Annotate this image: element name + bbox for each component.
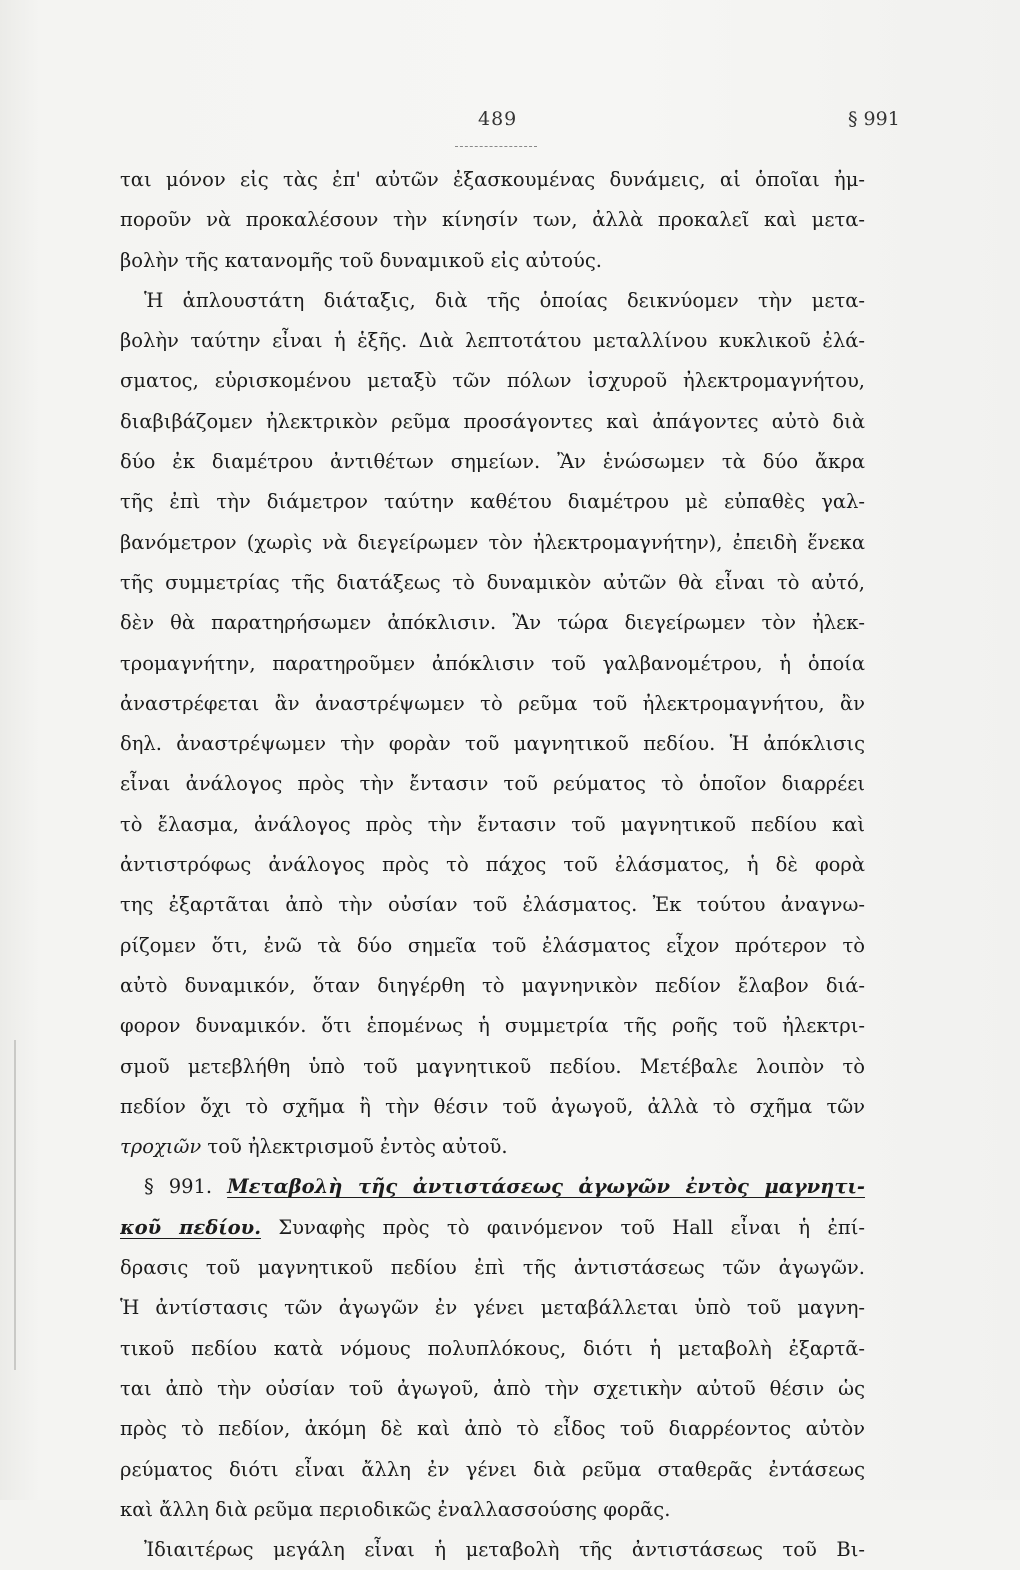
text-line: Ἰδιαιτέρως μεγάλη εἶναι ἡ μεταβολὴ τῆς ἀντιστάσεως τοῦ Βι- <box>144 1538 865 1562</box>
text-line: ρίζομεν ὅτι, ἐνῶ τὰ δύο σημεῖα τοῦ ἐλάσματος εἶχον πρότερον τὸ <box>120 933 865 957</box>
text-line: σμοῦ μετεβλήθη ὑπὸ τοῦ μαγνητικοῦ πεδίου. Μετέβαλε λοιπὸν τὸ <box>120 1054 865 1078</box>
text-line: πεδίον ὄχι τὸ σχῆμα ἢ τὴν θέσιν τοῦ ἀγωγοῦ, ἀλλὰ τὸ σχῆμα τῶν <box>120 1094 865 1118</box>
text-line: τὸ ἔλασμα, ἀνάλογος πρὸς τὴν ἔντασιν τοῦ μαγνητικοῦ πεδίου καὶ <box>120 812 865 836</box>
text-line: βολὴν τῆς κατανομῆς τοῦ δυναμικοῦ εἰς αὐτούς. <box>120 248 602 272</box>
text-line: τροχιῶν τοῦ ἠλεκτρισμοῦ ἐντὸς αὐτοῦ. <box>120 1135 508 1159</box>
text-line: δηλ. ἀναστρέψωμεν τὴν φορὰν τοῦ μαγνητικοῦ πεδίου. Ἡ ἀπόκλισις <box>120 732 865 756</box>
running-section-mark: § 991 <box>848 108 900 130</box>
text-line: ται ἀπὸ τὴν οὐσίαν τοῦ ἀγωγοῦ, ἀπὸ τὴν σχετικὴν αὐτοῦ θέσιν ὡς <box>120 1376 865 1400</box>
text-line: ἀντιστρόφως ἀνάλογος πρὸς τὸ πάχος τοῦ ἐλάσματος, ἡ δὲ φορὰ <box>120 853 865 877</box>
page-number: 489 <box>478 108 518 130</box>
text-line: αὐτὸ δυναμικόν, ὅταν διηγέρθη τὸ μαγνηνικὸν πεδίον ἔλαβον διά- <box>120 973 865 997</box>
text-line: δύο ἐκ διαμέτρου ἀντιθέτων σημείων. Ἂν ἑνώσωμεν τὰ δύο ἄκρα <box>120 450 865 474</box>
text-line: διαβιβάζομεν ἠλεκτρικὸν ρεῦμα προσάγοντες καὶ ἀπάγοντες αὐτὸ διὰ <box>120 409 865 433</box>
text-line: Ἡ ἀντίστασις τῶν ἀγωγῶν ἐν γένει μεταβάλλεται ὑπὸ τοῦ μαγνη- <box>120 1296 865 1320</box>
text-line: δὲν θὰ παρατηρήσωμεν ἀπόκλισιν. Ἂν τώρα διεγείρωμεν τὸν ἠλεκ- <box>120 611 865 635</box>
text-line: τῆς ἐπὶ τὴν διάμετρον ταύτην καθέτου διαμέτρου μὲ εὐπαθὲς γαλ- <box>120 490 865 514</box>
text-line: βολὴν ταύτην εἶναι ἡ ἑξῆς. Διὰ λεπτοτάτου μεταλλίνου κυκλικοῦ ἐλά- <box>120 329 865 353</box>
text-line: ποροῦν νὰ προκαλέσουν τὴν κίνησίν των, ἀλλὰ προκαλεῖ καὶ μετα- <box>120 208 865 232</box>
text-line: δρασις τοῦ μαγνητικοῦ πεδίου ἐπὶ τῆς ἀντιστάσεως τῶν ἀγωγῶν. <box>120 1256 865 1280</box>
text-line: φορον δυναμικόν. ὅτι ἑπομένως ἡ συμμετρία τῆς ροῆς τοῦ ἠλεκτρι- <box>120 1014 865 1038</box>
text-line: ρεύματος διότι εἶναι ἄλλη ἐν γένει διὰ ρεῦμα σταθερᾶς ἐντάσεως <box>120 1457 865 1481</box>
section-title: Μεταβολὴ τῆς ἀντιστάσεως ἀγωγῶν ἐντὸς μαγνητι- <box>227 1175 865 1199</box>
text-line: της ἐξαρτᾶται ἀπὸ τὴν οὐσίαν τοῦ ἐλάσματος. Ἐκ τούτου ἀναγνω- <box>120 893 865 917</box>
text-line: καὶ ἄλλη διὰ ρεῦμα περιοδικῶς ἐναλλασσούσης φορᾶς. <box>120 1497 671 1521</box>
text-line: Ἡ ἁπλουστάτη διάταξις, διὰ τῆς ὁποίας δεικνύομεν τὴν μετα- <box>144 288 865 312</box>
text-line: κοῦ πεδίου. Συναφὴς πρὸς τὸ φαινόμενον τοῦ Hall εἶναι ἡ ἐπί- <box>120 1215 865 1239</box>
text-line: ται μόνον εἰς τὰς ἐπ' αὐτῶν ἐξασκουμένας δυνάμεις, αἱ ὁποῖαι ἠμ- <box>120 168 865 191</box>
body-text <box>120 160 865 1570</box>
text-line: εἶναι ἀνάλογος πρὸς τὴν ἔντασιν τοῦ ρεύματος τὸ ὁποῖον διαρρέει <box>120 772 865 796</box>
text-line: πρὸς τὸ πεδίον, ἀκόμη δὲ καὶ ἀπὸ τὸ εἶδος τοῦ διαρρέοντος αὐτὸν <box>120 1417 865 1441</box>
section-title-cont: κοῦ πεδίου. <box>120 1215 261 1239</box>
text-line: βανόμετρον (χωρὶς νὰ διεγείρωμεν τὸν ἠλεκτρομαγνήτην), ἐπειδὴ ἕνεκα <box>120 530 865 554</box>
page-number-underline <box>455 146 537 147</box>
section-number: § 991. <box>144 1175 228 1199</box>
text-line: τικοῦ πεδίου κατὰ νόμους πολυπλόκους, διότι ἡ μεταβολὴ ἐξαρτᾶ- <box>120 1336 865 1360</box>
italic-term: τροχιῶν <box>120 1135 202 1159</box>
text-line: ἀναστρέφεται ἂν ἀναστρέψωμεν τὸ ρεῦμα τοῦ ἠλεκτρομαγνήτου, ἂν <box>120 691 865 715</box>
section-heading-line <box>120 1167 865 1207</box>
text-line: τρομαγνήτην, παρατηροῦμεν ἀπόκλισιν τοῦ γαλβανομέτρου, ἡ ὁποία <box>120 651 865 675</box>
page-edge-shadow <box>14 1040 16 1370</box>
text-line: τῆς συμμετρίας τῆς διατάξεως τὸ δυναμικὸν αὐτῶν θὰ εἶναι τὸ αὐτό, <box>120 570 865 594</box>
text-line: σματος, εὑρισκομένου μεταξὺ τῶν πόλων ἰσχυροῦ ἠλεκτρομαγνήτου, <box>120 369 865 393</box>
